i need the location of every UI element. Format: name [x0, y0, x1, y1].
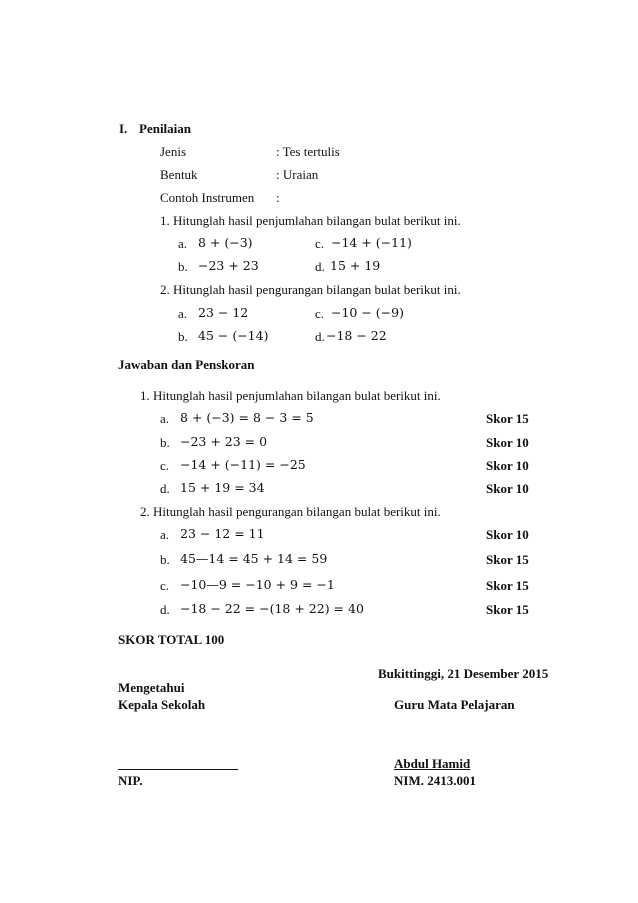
q1-item-c-expr: −14 + (−11): [331, 235, 412, 250]
left-role: Kepala Sekolah: [118, 697, 206, 712]
ans1-b-score: Skor 10: [486, 435, 529, 450]
field-value-jenis: : Tes tertulis: [276, 144, 340, 159]
ans1-c-score: Skor 10: [486, 458, 529, 473]
q2-item-a-label: a.: [178, 306, 188, 321]
ans1-a-expr: 8 + (−3) = 8 − 3 = 5: [180, 410, 314, 425]
ans1-a-score: Skor 15: [486, 411, 529, 426]
ans1-c-expr: −14 + (−11) = −25: [180, 457, 306, 472]
ans2-b-score: Skor 15: [486, 552, 529, 567]
q1-item-d-label: d.: [315, 259, 325, 274]
field-value-bentuk: : Uraian: [276, 167, 319, 182]
place-date: Bukittinggi, 21 Desember 2015: [378, 666, 549, 681]
q2-item-b-label: b.: [178, 329, 188, 344]
right-role: Guru Mata Pelajaran: [394, 697, 515, 712]
section-title: Penilaian: [139, 121, 192, 136]
teacher-name: Abdul Hamid: [394, 756, 471, 771]
q1-item-a-expr: 8 + (−3): [198, 235, 253, 250]
ans2-d-expr: −18 − 22 = −(18 + 22) = 40: [180, 601, 364, 616]
ans2-b-label: b.: [160, 552, 170, 567]
answers-group-1-text: 1. Hitunglah hasil penjumlahan bilangan bulat berikut ini.: [140, 388, 441, 403]
ans1-b-label: b.: [160, 435, 170, 450]
teacher-id: NIM. 2413.001: [394, 773, 476, 788]
ans1-d-score: Skor 10: [486, 481, 529, 496]
ans1-d-label: d.: [160, 481, 170, 496]
ans2-b-expr: 45—14 = 45 + 14 = 59: [180, 551, 328, 566]
question-1-text: 1. Hitunglah hasil penjumlahan bilangan bulat berikut ini.: [160, 213, 461, 228]
ans1-a-label: a.: [160, 411, 170, 426]
q1-item-a-label: a.: [178, 236, 188, 251]
q2-item-c-expr: −10 − (−9): [331, 305, 404, 320]
ans2-d-label: d.: [160, 602, 170, 617]
ans2-d-score: Skor 15: [486, 602, 529, 617]
q2-item-d-label: d.: [315, 329, 325, 344]
field-label-contoh: Contoh Instrumen: [160, 190, 255, 205]
ans2-c-score: Skor 15: [486, 578, 529, 593]
question-2-text: 2. Hitunglah hasil pengurangan bilangan bulat berikut ini.: [160, 282, 461, 297]
q1-item-c-label: c.: [315, 236, 325, 251]
field-value-contoh: :: [276, 190, 280, 205]
left-id: NIP.: [118, 773, 143, 788]
ans2-c-expr: −10—9 = −10 + 9 = −1: [180, 577, 335, 592]
q1-item-b-label: b.: [178, 259, 188, 274]
signature-line: [118, 769, 238, 770]
field-label-jenis: Jenis: [160, 144, 186, 159]
answers-title: Jawaban dan Penskoran: [118, 357, 255, 372]
ans1-d-expr: 15 + 19 = 34: [180, 480, 265, 495]
answers-group-2-text: 2. Hitunglah hasil pengurangan bilangan bulat berikut ini.: [140, 504, 441, 519]
ans2-a-score: Skor 10: [486, 527, 529, 542]
left-heading: Mengetahui: [118, 680, 185, 695]
ans2-c-label: c.: [160, 578, 170, 593]
q1-item-d-expr: 15 + 19: [330, 258, 381, 273]
q1-item-b-expr: −23 + 23: [198, 258, 259, 273]
ans1-b-expr: −23 + 23 = 0: [180, 434, 268, 449]
q2-item-a-expr: 23 − 12: [198, 305, 249, 320]
ans1-c-label: c.: [160, 458, 170, 473]
ans2-a-label: a.: [160, 527, 170, 542]
ans2-a-expr: 23 − 12 = 11: [180, 526, 265, 541]
q2-item-d-expr: −18 − 22: [326, 328, 387, 343]
field-label-bentuk: Bentuk: [160, 167, 198, 182]
section-number: I.: [119, 121, 128, 136]
q2-item-b-expr: 45 − (−14): [198, 328, 269, 343]
q2-item-c-label: c.: [315, 306, 325, 321]
total-score: SKOR TOTAL 100: [118, 632, 225, 647]
